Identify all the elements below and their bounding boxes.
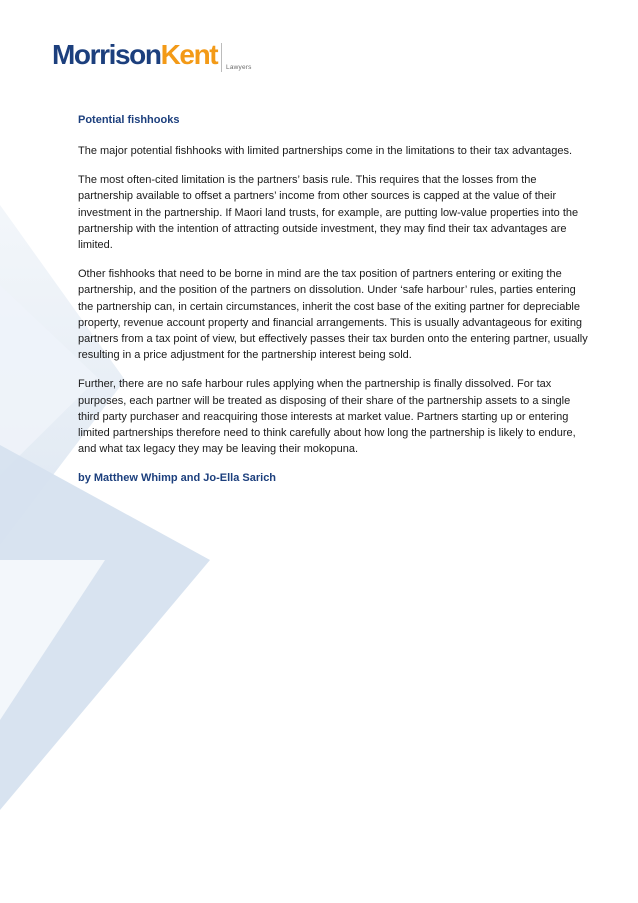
- logo-divider: [221, 43, 222, 72]
- article-paragraph-2: The most often-cited limitation is the partners’ basis rule. This requires that the losses from the partnership available to offset a partners’ income from other sources is capped at the value of their investment in the partnership. If Maori land trusts, for example, are putting low-value properties into the partnership with the intention of attracting outside investment, they may find their tax advantages are limited.: [78, 174, 579, 252]
- article-byline: by Matthew Whimp and Jo-Ella Sarich: [78, 472, 277, 485]
- article-heading: Potential fishhooks: [78, 114, 180, 126]
- article-paragraph-3: Other fishhooks that need to be borne in mind are the tax position of partners entering or exiting the partnership, and the position of the partners on dissolution. Under ‘safe harbour’ rules, parties entering the partnership can, in certain circumstances, inherit the cost base of the exiting partner for depreciable property, revenue account property and financial arrangements. This is usually advantageous for exiting partners from a tax point of view, but effectively passes their tax burden onto the entering partner, usually resulting in a price adjustment for the partnership interest being sold.: [78, 268, 588, 362]
- logo-primary: Morrison: [52, 39, 161, 70]
- article-paragraph-4: Further, there are no safe harbour rules applying when the partnership is finally dissolved. For tax purposes, each partner will be treated as disposing of their share of the partnership assets to a single third party purchaser and reacquiring those interests at market value. Partners starting up or entering limited partnerships therefore need to think carefully about how long the partnership is likely to endure, and what tax legacy they may be leaving their mokopuna.: [78, 378, 576, 456]
- article-body: [78, 112, 588, 500]
- logo-secondary: Kent: [160, 39, 218, 70]
- logo-tagline: Lawyers: [226, 64, 252, 71]
- article-paragraph-1: The major potential fishhooks with limited partnerships come in the limitations to their tax advantages.: [78, 145, 573, 157]
- logo-wordmark: [52, 38, 217, 72]
